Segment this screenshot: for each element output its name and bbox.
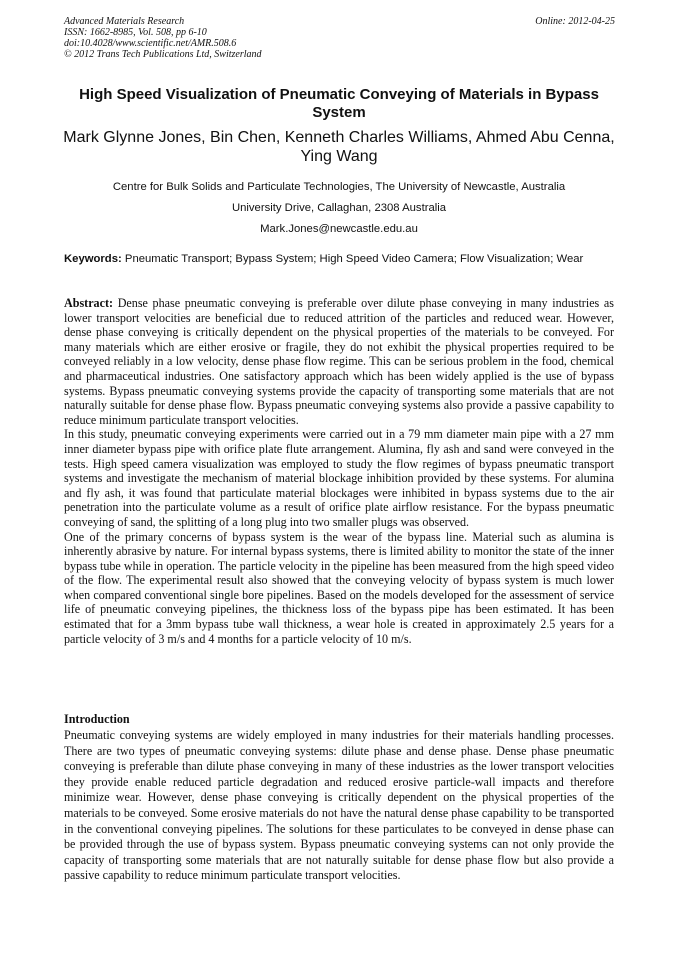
keywords-text: Pneumatic Transport; Bypass System; High Speed Video Camera; Flow Visualization; Wear bbox=[124, 253, 584, 265]
affiliation: Centre for Bulk Solids and Particulate Technologies, The University of Newcastle, Australia bbox=[112, 181, 566, 193]
affiliation-block bbox=[60, 177, 618, 240]
keywords bbox=[64, 252, 614, 267]
abstract-paragraph: Abstract: Dense phase pneumatic conveying is preferable over dilute phase conveying in many industries as lower transport velocities are beneficial due to reduced attrition of the particles and reduced wear. However, dense phase conveying is critically dependent on the physical properties of the materials to be conveyed. For many materials which are either erosive or fragile, they do not exhibit the physical properties required to be conveyed reliably in a low velocity, dense phase flow regime. This can be serious problem in the food, chemical and pharmaceutical industries. One satisfactory approach which has been widely applied is the use of bypass systems. Bypass pneumatic conveying systems provide the capacity of transporting some materials that are not naturally suitable for dense phase flow. Bypass pneumatic conveying systems also provide a passive capability to reduce minimum particulate transport velocities. bbox=[64, 296, 614, 427]
abstract bbox=[64, 296, 614, 646]
issn-line: ISSN: 1662-8985, Vol. 508, pp 6-10 bbox=[64, 27, 207, 38]
copyright-line: © 2012 Trans Tech Publications Ltd, Switzerland bbox=[64, 49, 262, 60]
online-date: Online: 2012-04-25 bbox=[535, 16, 615, 27]
abstract-paragraph: In this study, pneumatic conveying experiments were carried out in a 79 mm diameter main pipe with a 27 mm inner diameter bypass pipe with orifice plate flute arrangement. Alumina, fly ash and sand were conveyed in the tests. High speed camera visualization was employed to study the flow regimes of bypass pneumatic transport systems and investigate the mechanism of material blockage inhibition provided by these systems. For alumina and fly ash, it was found that particulate material blockages were inhibited in bypass systems due to the air penetration into the particulate volume as a result of orifice plate airflow resistance. For the bypass pneumatic conveying of sand, the splitting of a long plug into two smaller plugs was observed. bbox=[64, 427, 614, 529]
abstract-label: Abstract: bbox=[64, 296, 114, 310]
doi-line: doi:10.4028/www.scientific.net/AMR.508.6 bbox=[64, 38, 237, 49]
journal-name: Advanced Materials Research bbox=[64, 16, 185, 27]
keywords-label: Keywords: bbox=[64, 253, 122, 265]
introduction-heading: Introduction bbox=[64, 712, 130, 726]
journal-metadata bbox=[64, 16, 262, 60]
introduction-paragraph: Pneumatic conveying systems are widely employed in many industries for their materials handling processes. There are two types of pneumatic conveying systems: dilute phase and dense phase. Dense phase pneumatic conveying is preferable than dilute phase conveying in many of these industries as the lower transport velocities they provide enable reduced particle degradation and reduced erosive particle-wall impacts and therefore minimize wear. However, dense phase conveying is critically dependent on the physical properties of the materials to be conveyed. Some erosive materials do not have the natural dense phase capability to be transported in the conventional conveying pipelines. The solutions for these particulates to be conveyed in dense phase can be provided through the use of bypass system. Bypass pneumatic conveying systems can not only provide the capacity of transporting some materials that are not naturally suitable for dense phase flow but also provide a passive capability to reduce minimum particulate transport velocities. bbox=[64, 728, 614, 883]
abstract-paragraph: One of the primary concerns of bypass system is the wear of the bypass line. Material such as alumina is inherently abrasive by nature. For internal bypass systems, there is limited ability to monitor the state of the inner bypass tube while in operation. The particle velocity in the pipeline has been measured from the high speed video of the flow. The experimental result also showed that the conveying velocity of bypass system is much lower when compared conventional single bore pipelines. Based on the models developed for the assessment of service life of pneumatic conveying pipelines, the thickness loss of the bypass pipe has been estimated. It has been estimated that for a 3mm bypass tube wall thickness, a wear hole is created in approximately 2.5 years for a particle velocity of 3 m/s and 4 months for a particle velocity of 10 m/s. bbox=[64, 529, 614, 646]
author-email: Mark.Jones@newcastle.edu.au bbox=[260, 223, 418, 235]
author-list: Mark Glynne Jones, Bin Chen, Kenneth Charles Williams, Ahmed Abu Cenna, Ying Wang bbox=[63, 129, 615, 165]
paper-title: High Speed Visualization of Pneumatic Conveying of Materials in Bypass System bbox=[79, 86, 599, 121]
address: University Drive, Callaghan, 2308 Australia bbox=[231, 202, 447, 214]
